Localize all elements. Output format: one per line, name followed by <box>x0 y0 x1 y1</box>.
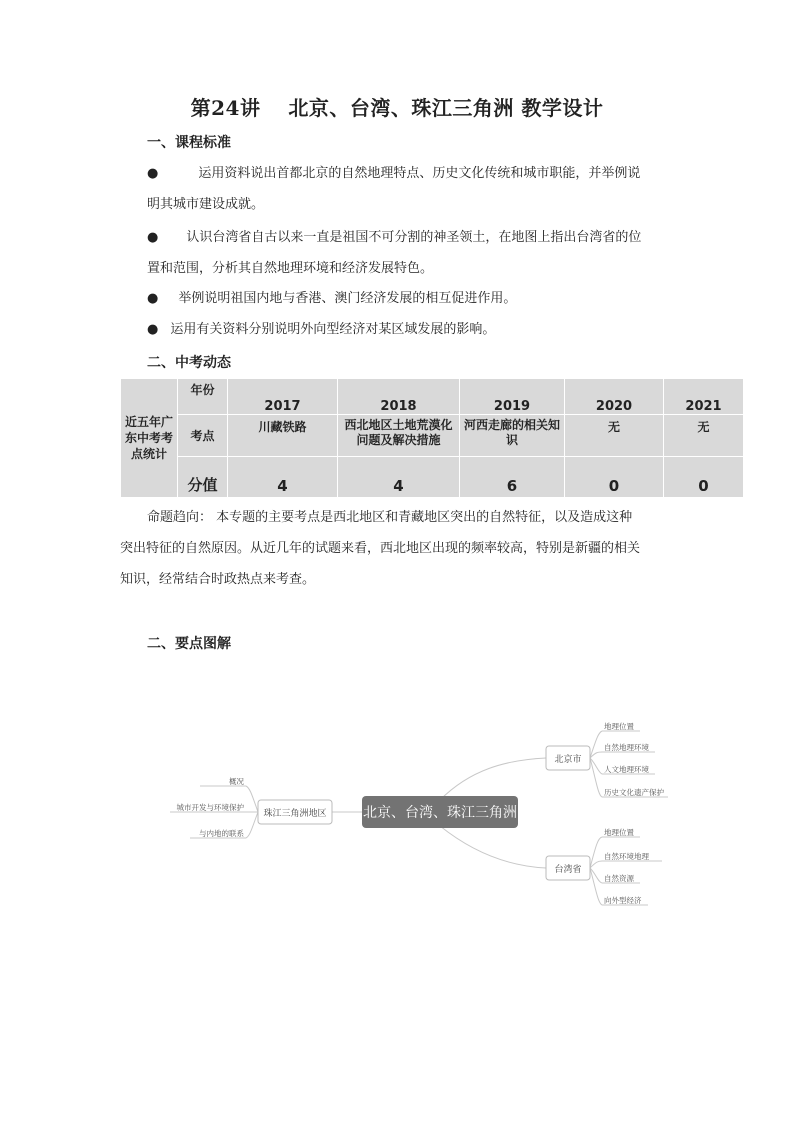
mindmap-label-prd: 珠江三角洲地区 <box>263 809 327 819</box>
mindmap-center-label: 北京、台湾、珠江三角洲 <box>363 805 517 821</box>
table-score-cell: 4 <box>338 457 460 498</box>
table-year-cell: 2019 <box>460 379 565 415</box>
mindmap-leaf: 历史文化遗产保护 <box>604 788 664 797</box>
mindmap-leaf: 自然地理环境 <box>604 743 649 752</box>
table-year-cell: 2021 <box>664 379 744 415</box>
table-topic-cell: 川藏铁路 <box>228 415 338 457</box>
table-year-cell: 2018 <box>338 379 460 415</box>
mindmap-leaf: 地理位置 <box>604 828 634 837</box>
mindmap-leaf: 城市开发与环境保护 <box>176 803 244 812</box>
table-year-cell: 2017 <box>228 379 338 415</box>
bullet-icon: ● <box>147 166 159 181</box>
bullet-icon: ● <box>147 322 159 337</box>
bullet-icon: ● <box>147 291 159 306</box>
table-topic-cell: 无 <box>664 415 744 457</box>
mindmap-leaf: 自然环境地理 <box>604 852 649 861</box>
table-score-cell: 0 <box>664 457 744 498</box>
standard-item-2-line2: 置和范围，分析其自然地理环境和经济发展特色。 <box>147 261 434 276</box>
page-title: 第24讲 北京、台湾、珠江三角洲 教学设计 <box>190 96 604 120</box>
table-score-cell: 6 <box>460 457 565 498</box>
table-row-label-score: 分值 <box>178 457 228 498</box>
standard-item-3-line1: 举例说明祖国内地与香港、澳门经济发展的相互促进作用。 <box>178 291 517 306</box>
table-topic-cell: 河西走廊的相关知识 <box>460 415 565 457</box>
mindmap-leaf: 地理位置 <box>604 722 634 731</box>
table-score-cell: 0 <box>565 457 664 498</box>
standard-item-1-line2: 明其城市建设成就。 <box>147 197 265 212</box>
mindmap-leaf: 概况 <box>229 777 244 786</box>
section-heading-mindmap: 二、要点图解 <box>147 636 231 652</box>
standard-item-2-line1: 认识台湾省自古以来一直是祖国不可分割的神圣领土，在地图上指出台湾省的位 <box>186 230 642 245</box>
trend-line1: 本专题的主要考点是西北地区和青藏地区突出的自然特征，以及造成这种 <box>216 510 633 525</box>
mindmap-leaf: 与内地的联系 <box>199 829 244 838</box>
table-row-label-year: 年份 <box>178 379 228 415</box>
standard-item-1-line1: 运用资料说出首都北京的自然地理特点、历史文化传统和城市职能，并举例说 <box>198 166 641 181</box>
mindmap-label-beijing: 北京市 <box>554 755 582 765</box>
mindmap-label-taiwan: 台湾省 <box>554 865 582 875</box>
section-heading-standards: 一、课程标准 <box>147 135 231 151</box>
trend-label: 命题趋向： <box>147 510 213 525</box>
trend-line2: 突出特征的自然原因。从近几年的试题来看，西北地区出现的频率较高，特别是新疆的相关 <box>120 541 641 556</box>
bullet-icon: ● <box>147 230 159 245</box>
table-year-cell: 2020 <box>565 379 664 415</box>
mindmap-leaf: 人文地理环境 <box>604 765 649 774</box>
mindmap-leaf: 自然资源 <box>604 874 634 883</box>
table-side-label: 近五年广东中考考点统计 <box>121 379 178 498</box>
section-heading-exam-trends: 二、中考动态 <box>147 355 231 371</box>
table-row-label-topic: 考点 <box>178 415 228 457</box>
table-score-cell: 4 <box>228 457 338 498</box>
table-topic-cell: 西北地区土地荒漠化问题及解决措施 <box>338 415 460 457</box>
mindmap-leaf: 向外型经济 <box>604 896 642 905</box>
table-topic-cell: 无 <box>565 415 664 457</box>
trend-line3: 知识，经常结合时政热点来考查。 <box>120 572 316 587</box>
standard-item-4-line1: 运用有关资料分别说明外向型经济对某区域发展的影响。 <box>170 322 496 337</box>
